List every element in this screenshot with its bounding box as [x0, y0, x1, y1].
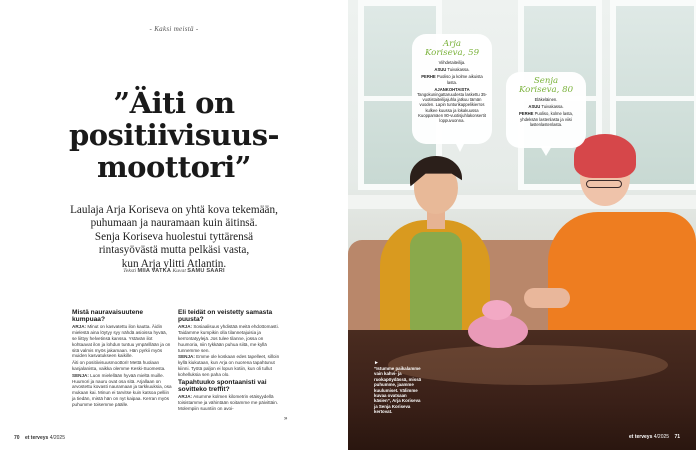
headline	[0, 87, 348, 183]
speaker-label: ARJA:	[72, 324, 87, 330]
page-number: 71	[674, 434, 680, 440]
section-kicker: - Kaksi meistä -	[149, 25, 199, 33]
magazine-brand: et terveys	[629, 434, 653, 440]
headline-line-3: moottori”	[97, 150, 251, 184]
page-footer-left	[14, 435, 65, 441]
glasses-icon	[586, 180, 622, 188]
bubble-name-line-1: Arja	[442, 39, 462, 49]
speaker-label: SENJA:	[72, 372, 89, 378]
lead-line-1: Laulaja Arja Koriseva on yhtä kova tekemään,	[70, 204, 278, 216]
bubble-info-line: AJANKOHTAISTA Tangokuningattaruudesta laskettu 35-vuotistaiteilijajuhla jatkuu tämän vuoden. Lapin tunturikappelikierros kulkee kuussa ja lokakuussa Kuoppamäen 80-vuotisjuhlakonsertit loppuvuonna.	[417, 86, 487, 124]
answer-text: Sosiaalisuus yhdistää meitä ehdottomasti. Taidamme kumpikin olla tilannetajuisia ja kerrontatyylejä. Jos tulee tilanne, jossa on huumoria, niin tykkään puhua siitä, me kyllä tunnemme sen.	[178, 324, 279, 353]
lead-paragraph	[60, 204, 288, 271]
bubble-info-line: Eläkeläinen.	[534, 97, 558, 102]
window-sill	[348, 195, 696, 209]
byline	[0, 268, 348, 274]
answer-paragraph	[72, 373, 172, 408]
answer-paragraph	[178, 354, 282, 377]
answer-text: Emme ole koskaan edes tapelleet, silloin kyllä kiukutaan, kun Arja on nuorena tapahtunut kiinni. Työtä paljon ei lopun kotiin, kun oli tullut kohelluksia sen paha olo.	[178, 354, 280, 377]
answer-paragraph	[72, 360, 172, 372]
bubble-name-line-2: Koriseva, 80	[518, 85, 574, 95]
answer-paragraph	[178, 324, 282, 353]
answer-text: Luon mielellään hyvää mieltä muille. Huumori ja nauru ovat osa sitä. Arjallaan on arvostettu kovasti nauramaan ja tarkkuuksia, osa mukaan kai. Minun ei tarvitse kuin katsoa pelliin ja tiedän, mistä hän on nyt kaipaa. Kerran myös puhumme toisemme päälle.	[72, 372, 172, 407]
lead-line-5: kun Arja ylitti Atlantin.	[121, 257, 227, 270]
page-number: 70	[14, 435, 20, 441]
right-page-photo	[348, 0, 696, 450]
headline-line-2: positiivisuus-	[68, 118, 280, 152]
issue-number: 4/2025	[653, 434, 670, 440]
question-heading: Eli teidät on veistetty samasta puusta?	[178, 309, 273, 324]
answer-paragraph	[178, 394, 282, 411]
caption-arrow-icon: ►	[374, 360, 379, 366]
table-reflection	[388, 345, 668, 385]
bubble-name-line-2: Koriseva, 59	[424, 48, 480, 58]
answer-text: Äiti on positiivisuusmoottori! Mettä huolaan kanjalanista, vaikka olemme Keski-Suomesta.	[72, 360, 166, 371]
byline-photo-prefix: Kuvat	[172, 268, 186, 274]
byline-text-author: MIIA VATKA	[137, 268, 172, 274]
page-footer-right	[629, 434, 680, 440]
continue-arrow-icon: »	[284, 416, 288, 422]
lead-line-4: rintasyövästä mutta pelkäsi vasta,	[98, 244, 250, 257]
question-heading: Mistä nauravaisuutene kumpuaa?	[72, 309, 144, 324]
speaker-label: ARJA:	[178, 393, 193, 399]
answer-paragraph	[72, 324, 172, 359]
lead-line-3: Senja Koriseva huolestui tyttärensä	[94, 230, 254, 243]
answer-text: Minut on kasvatettu ilon kautta. Äidin mielestä aina löytyy syy nähdä asioissa hyvää, se liittyy helvetinsä kanssa. Ystävän ilot kohtaavat ilon ja lohdun tuntuu ympärillään ja on sitä valmis myös jakamaan. Hän pyrkii myös muiden kasvatukseen kaikille.	[72, 324, 171, 359]
bubble-info-line: PERHE Puoliso, kolme lasta, yhdeksän lastenlasta ja viisi lastenlastenlasta.	[518, 111, 573, 127]
body-column-2	[178, 309, 282, 412]
speaker-label: SENJA:	[178, 354, 195, 360]
lead-line-2: puhumaan ja nauramaan kuin äitinsä.	[90, 217, 258, 230]
answer-text: Asumme kolmen kilometrin etäisyydellä toisistamme ja vähintään soitamme me päivittäin. Molempiin suuntiin on avoi-	[178, 393, 279, 411]
bubble-info-line: PERHE Puoliso ja kolme aikuista lasta.	[421, 74, 483, 85]
issue-number: 4/2025	[49, 435, 65, 441]
byline-photo-author: SAMU SAARI	[187, 268, 225, 274]
info-bubble-senja	[506, 72, 586, 148]
photo-caption: ”Istumme paikalamme vain kahvi- ja ruokapöydässä, missä puhumme, jaamme kuulumiset. Välimme kuvaa ovatsaan käsien”, Arja Koriseva ja Senja Koriseva kertovat.	[374, 366, 422, 415]
hands	[524, 288, 570, 308]
body-column-1	[72, 309, 172, 409]
headline-line-1: ”Äiti on	[113, 86, 235, 120]
arja-green-top	[410, 232, 462, 332]
bubble-info-line: Viihdetaiteilija.	[438, 60, 466, 65]
bubble-tail	[454, 140, 466, 152]
question-heading: Tapahtuuko spontaanisti vai sovitteko treffit?	[178, 378, 267, 393]
bubble-name-line-1: Senja	[533, 76, 559, 86]
bubble-tail	[540, 146, 552, 156]
speaker-label: ARJA:	[178, 324, 193, 330]
bubble-info-line: ASUU Tuivakassa.	[528, 104, 564, 110]
magazine-brand: et terveys	[24, 435, 49, 441]
bubble-info-line: ASUU Tuivakassa.	[434, 67, 470, 73]
byline-text-prefix: Teksti	[123, 268, 137, 274]
info-bubble-arja	[412, 34, 492, 144]
pink-yarn-ball	[482, 300, 512, 320]
